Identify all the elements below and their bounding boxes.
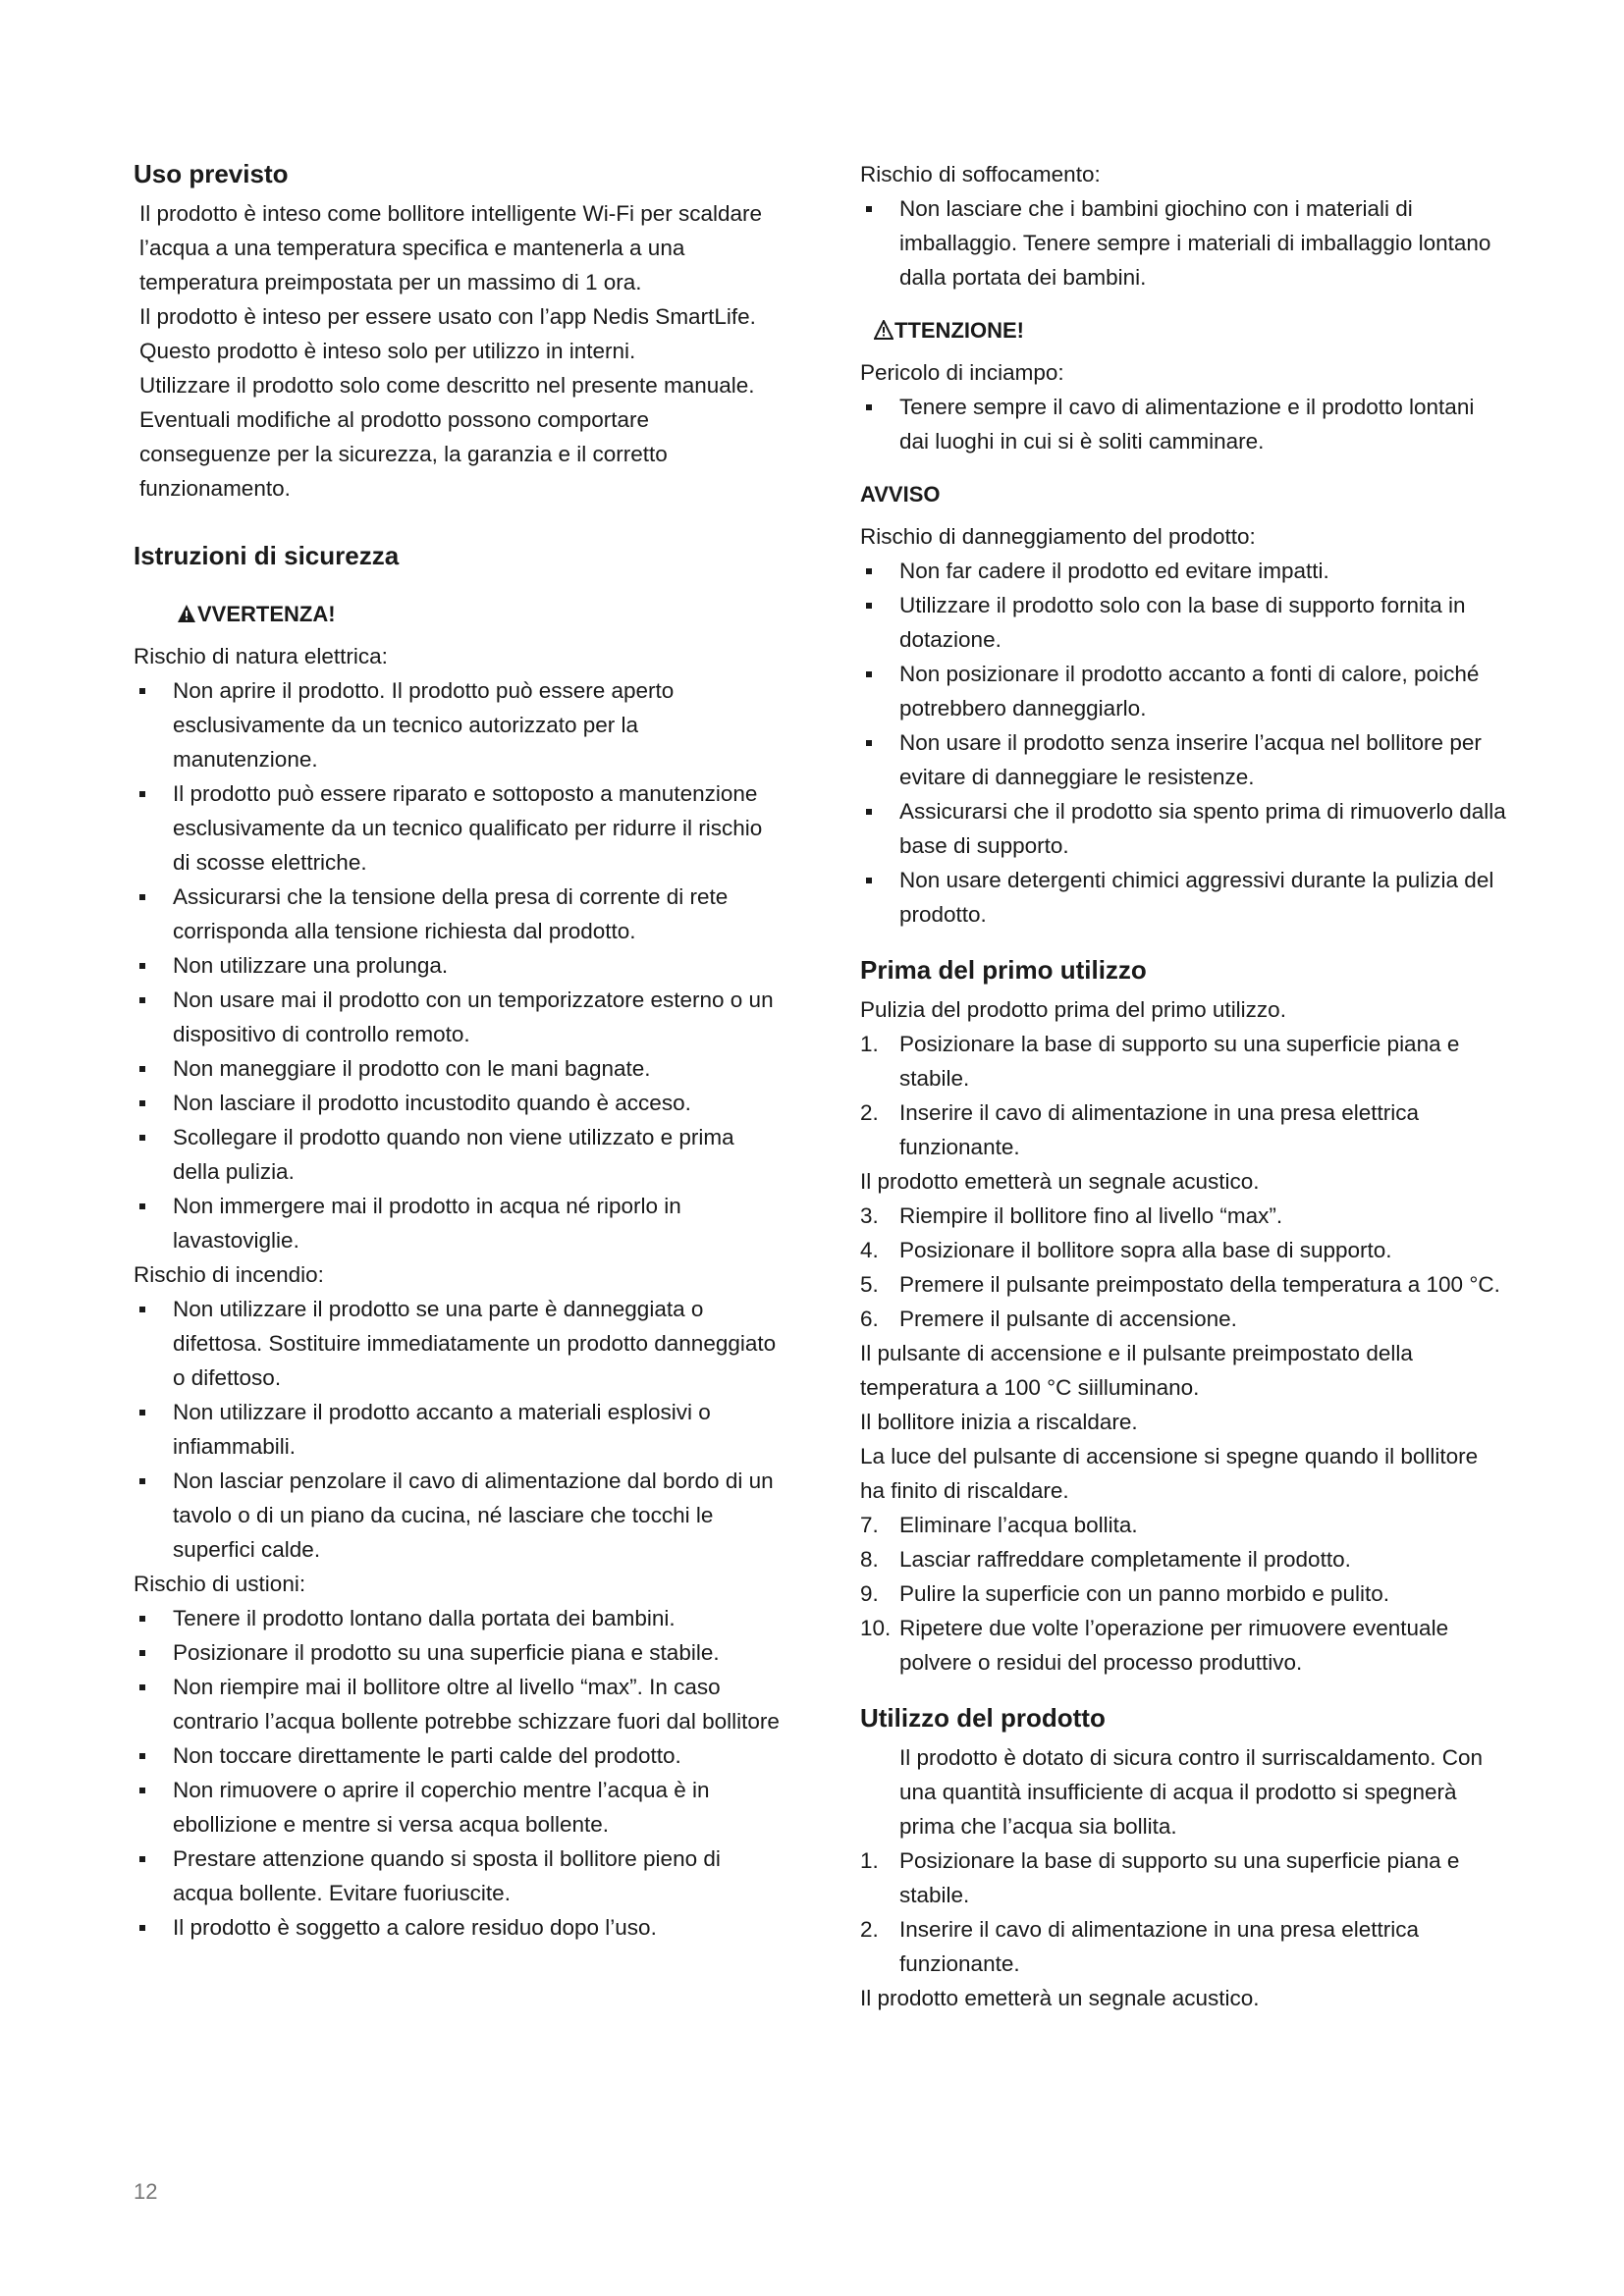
- step-item: 10. Ripetere due volte l’operazione per rimuovere eventuale polvere o residui del processo produttivo.: [860, 1616, 1449, 1675]
- attenzione-label: [860, 316, 1508, 346]
- list-item: Tenere sempre il cavo di alimentazione e il prodotto lontani dai luoghi in cui si è soliti camminare.: [860, 390, 1508, 458]
- right-column: [860, 157, 1508, 2015]
- utilizzo-steps: [860, 1843, 1508, 1981]
- prima-utilizzo-heading: Prima del primo utilizzo: [860, 955, 1147, 985]
- list-item: Non lasciar penzolare il cavo di alimentazione dal bordo di un tavolo o di un piano da cucina, né lasciare che tocchi le superfici calde.: [134, 1464, 782, 1567]
- step-item: 4. Posizionare il bollitore sopra alla base di supporto.: [860, 1238, 1392, 1262]
- step-item: 6. Premere il pulsante di accensione.: [860, 1307, 1237, 1331]
- uso-para: Il prodotto è inteso come bollitore intelligente Wi-Fi per scaldare l’acqua a una temperatura specifica e mantenerla a una temperatura preimpostata per un massimo di 1 ora.: [139, 201, 763, 294]
- rischio-elettrica: Rischio di natura elettrica:: [134, 644, 388, 668]
- list-item: Prestare attenzione quando si sposta il bollitore pieno di acqua bollente. Evitare fuoriuscite.: [134, 1842, 782, 1910]
- step-item: 2. Inserire il cavo di alimentazione in una presa elettrica funzionante.: [860, 1100, 1420, 1159]
- list-item: Non far cadere il prodotto ed evitare impatti.: [860, 554, 1508, 588]
- list-item: Non posizionare il prodotto accanto a fonti di calore, poiché potrebbero danneggiarlo.: [860, 657, 1508, 725]
- left-column: [134, 157, 782, 1945]
- prima-intro: Pulizia del prodotto prima del primo utilizzo.: [860, 997, 1286, 1022]
- list-item: Non lasciare il prodotto incustodito quando è acceso.: [134, 1086, 782, 1120]
- avvertenza-label: [134, 600, 782, 629]
- rischio-incendio: Rischio di incendio:: [134, 1262, 324, 1287]
- incendio-list: [134, 1292, 782, 1567]
- list-item: Non lasciare che i bambini giochino con i materiali di imballaggio. Tenere sempre i materiali di imballaggio lontano dalla portata dei bambini.: [860, 191, 1508, 294]
- list-item: Non utilizzare il prodotto se una parte è danneggiata o difettosa. Sostituire immediatamente un prodotto danneggiato o difettoso.: [134, 1292, 782, 1395]
- step-item: 3. Riempire il bollitore fino al livello “max”.: [860, 1203, 1283, 1228]
- rischio-danno: Rischio di danneggiamento del prodotto:: [860, 524, 1256, 549]
- page-number: 12: [134, 2179, 158, 2204]
- inciampo-list: [860, 390, 1508, 458]
- pericolo-inciampo: Pericolo di inciampo:: [860, 360, 1064, 385]
- step-item: 8. Lasciar raffreddare completamente il prodotto.: [860, 1547, 1351, 1572]
- utilizzo-prodotto-heading: Utilizzo del prodotto: [860, 1703, 1106, 1733]
- list-item: Non maneggiare il prodotto con le mani bagnate.: [134, 1051, 782, 1086]
- step-item: 7. Eliminare l’acqua bollita.: [860, 1513, 1138, 1537]
- prima-note: La luce del pulsante di accensione si spegne quando il bollitore ha finito di riscaldare.: [860, 1444, 1479, 1503]
- list-item: Non usare il prodotto senza inserire l’acqua nel bollitore per evitare di danneggiare le resistenze.: [860, 725, 1508, 794]
- step-item: 5. Premere il pulsante preimpostato della temperatura a 100 °C.: [860, 1272, 1500, 1297]
- soffocamento-list: [860, 191, 1508, 294]
- step-item: 9. Pulire la superficie con un panno morbido e pulito.: [860, 1581, 1390, 1606]
- uso-para: Eventuali modifiche al prodotto possono comportare conseguenze per la sicurezza, la garanzia e il corretto funzionamento.: [139, 407, 668, 501]
- utilizzo-intro: Il prodotto è dotato di sicura contro il surriscaldamento. Con una quantità insufficiente di acqua il prodotto si spegnerà prima che l’acqua sia bollita.: [899, 1745, 1484, 1839]
- list-item: Il prodotto può essere riparato e sottoposto a manutenzione esclusivamente da un tecnico qualificato per ridurre il rischio di scosse elettriche.: [134, 776, 782, 880]
- avviso-label: AVVISO: [860, 482, 941, 507]
- uso-para: Utilizzare il prodotto solo come descritto nel presente manuale.: [139, 373, 755, 398]
- istruzioni-sicurezza-heading: Istruzioni di sicurezza: [134, 541, 400, 570]
- list-item: Assicurarsi che la tensione della presa di corrente di rete corrisponda alla tensione richiesta dal prodotto.: [134, 880, 782, 948]
- elettrica-list: [134, 673, 782, 1257]
- uso-para: Il prodotto è inteso per essere usato con l’app Nedis SmartLife.: [139, 304, 756, 329]
- step-item: 1. Posizionare la base di supporto su una superficie piana e stabile.: [860, 1848, 1460, 1907]
- list-item: Assicurarsi che il prodotto sia spento prima di rimuoverlo dalla base di supporto.: [860, 794, 1508, 863]
- list-item: Posizionare il prodotto su una superficie piana e stabile.: [134, 1635, 782, 1670]
- list-item: Non immergere mai il prodotto in acqua né riporlo in lavastoviglie.: [134, 1189, 782, 1257]
- uso-previsto-heading: Uso previsto: [134, 159, 289, 188]
- attenzione-text: TTENZIONE!: [894, 318, 1024, 343]
- list-item: Non usare detergenti chimici aggressivi durante la pulizia del prodotto.: [860, 863, 1508, 932]
- list-item: Non riempire mai il bollitore oltre al livello “max”. In caso contrario l’acqua bollente potrebbe schizzare fuori dal bollitore: [134, 1670, 782, 1738]
- prima-note: Il prodotto emetterà un segnale acustico.: [860, 1169, 1260, 1194]
- list-item: Non utilizzare il prodotto accanto a materiali esplosivi o infiammabili.: [134, 1395, 782, 1464]
- step-item: 1. Posizionare la base di supporto su una superficie piana e stabile.: [860, 1032, 1460, 1091]
- avvertenza-text: VVERTENZA!: [197, 602, 336, 626]
- prima-steps-b: [860, 1199, 1508, 1336]
- list-item: Non utilizzare una prolunga.: [134, 948, 782, 983]
- prima-note: Il pulsante di accensione e il pulsante preimpostato della temperatura a 100 °C siilluminano.: [860, 1341, 1413, 1400]
- prima-steps-c: [860, 1508, 1508, 1680]
- list-item: Non aprire il prodotto. Il prodotto può essere aperto esclusivamente da un tecnico autorizzato per la manutenzione.: [134, 673, 782, 776]
- list-item: Tenere il prodotto lontano dalla portata dei bambini.: [134, 1601, 782, 1635]
- prima-note: Il bollitore inizia a riscaldare.: [860, 1410, 1138, 1434]
- rischio-ustioni: Rischio di ustioni:: [134, 1572, 306, 1596]
- list-item: Non usare mai il prodotto con un temporizzatore esterno o un dispositivo di controllo remoto.: [134, 983, 782, 1051]
- prima-steps-a: [860, 1027, 1508, 1164]
- list-item: Utilizzare il prodotto solo con la base di supporto fornita in dotazione.: [860, 588, 1508, 657]
- list-item: Non rimuovere o aprire il coperchio mentre l’acqua è in ebollizione e mentre si versa acqua bollente.: [134, 1773, 782, 1842]
- ustioni-list: [134, 1601, 782, 1945]
- uso-para: Questo prodotto è inteso solo per utilizzo in interni.: [139, 339, 636, 363]
- list-item: Il prodotto è soggetto a calore residuo dopo l’uso.: [134, 1910, 782, 1945]
- list-item: Scollegare il prodotto quando non viene utilizzato e prima della pulizia.: [134, 1120, 782, 1189]
- warning-icon: [874, 320, 893, 340]
- utilizzo-note: Il prodotto emetterà un segnale acustico.: [860, 1986, 1260, 2010]
- step-item: 2. Inserire il cavo di alimentazione in una presa elettrica funzionante.: [860, 1917, 1420, 1976]
- warning-icon: [177, 604, 196, 623]
- danno-list: [860, 554, 1508, 932]
- list-item: Non toccare direttamente le parti calde del prodotto.: [134, 1738, 782, 1773]
- rischio-soffocamento: Rischio di soffocamento:: [860, 162, 1101, 187]
